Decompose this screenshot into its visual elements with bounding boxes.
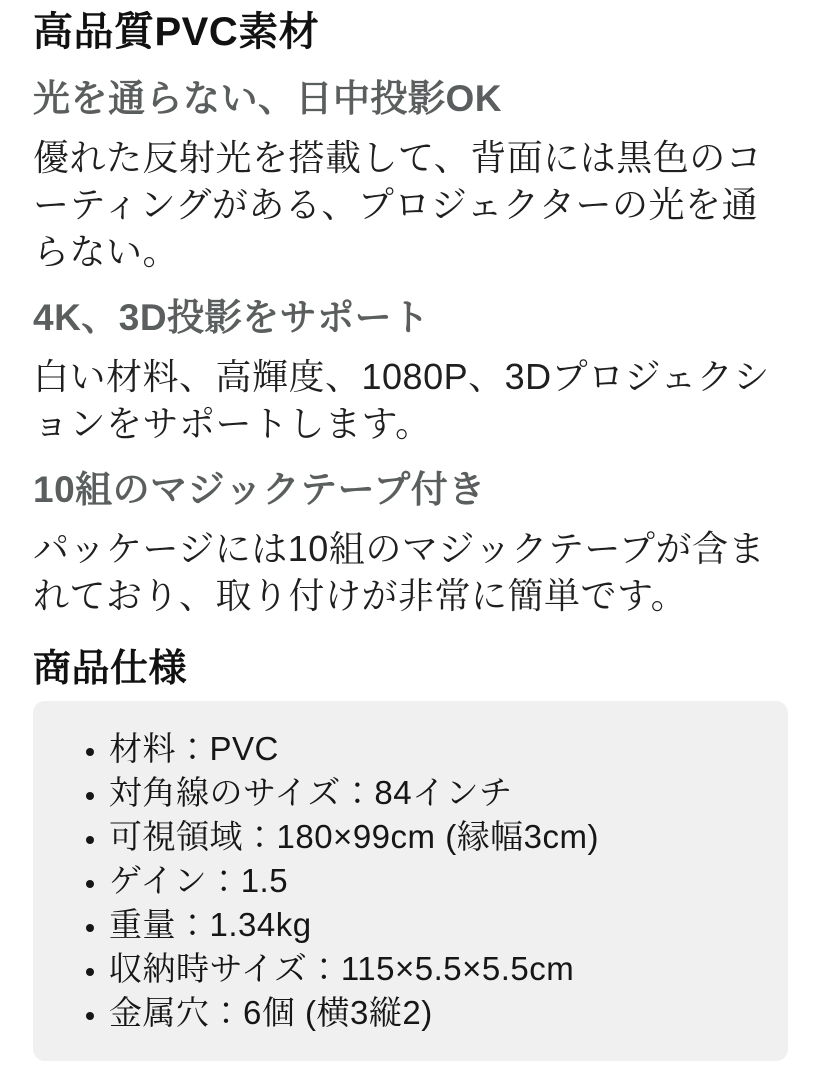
feature-block-4k-3d [33,295,788,447]
spec-item-weight: • 重量：1.34kg [109,903,764,947]
spec-list [33,727,764,1035]
spec-box [33,701,788,1061]
spec-item-viewing-area: • 可視領域：180×99cm (縁幅3cm) [109,815,764,859]
spec-item-diagonal-size: • 対角線のサイズ：84インチ [109,771,764,815]
spec-item-metal-holes: • 金属穴：6個 (横3縦2) [109,991,764,1035]
spec-item-gain: • ゲイン：1.5 [109,859,764,903]
feature-body-light-blocking: 優れた反射光を搭載して、背面には黒色のコーティングがある、プロジェクターの光を通らない。 [33,137,763,272]
feature-body-4k-3d: 白い材料、高輝度、1080P、3Dプロジェクションをサポートします。 [33,356,770,444]
feature-heading-velcro-tape: 10組のマジックテープ付き [33,469,486,510]
feature-block-light-blocking [33,76,788,275]
feature-heading-4k-3d: 4K、3D投影をサポート [33,297,430,338]
spec-item-material: • 材料：PVC [109,727,764,771]
feature-block-velcro-tape [33,467,788,619]
spec-item-storage-size: • 収納時サイズ：115×5.5×5.5cm [109,947,764,991]
spec-section-title: 商品仕様 [33,648,188,690]
feature-heading-light-blocking: 光を通らない、日中投影OK [33,78,502,119]
product-feature-title: 高品質PVC素材 [33,10,320,54]
feature-body-velcro-tape: パッケージには10組のマジックテープが含まれており、取り付けが非常に簡単です。 [33,528,766,616]
product-description-section [33,8,788,1061]
